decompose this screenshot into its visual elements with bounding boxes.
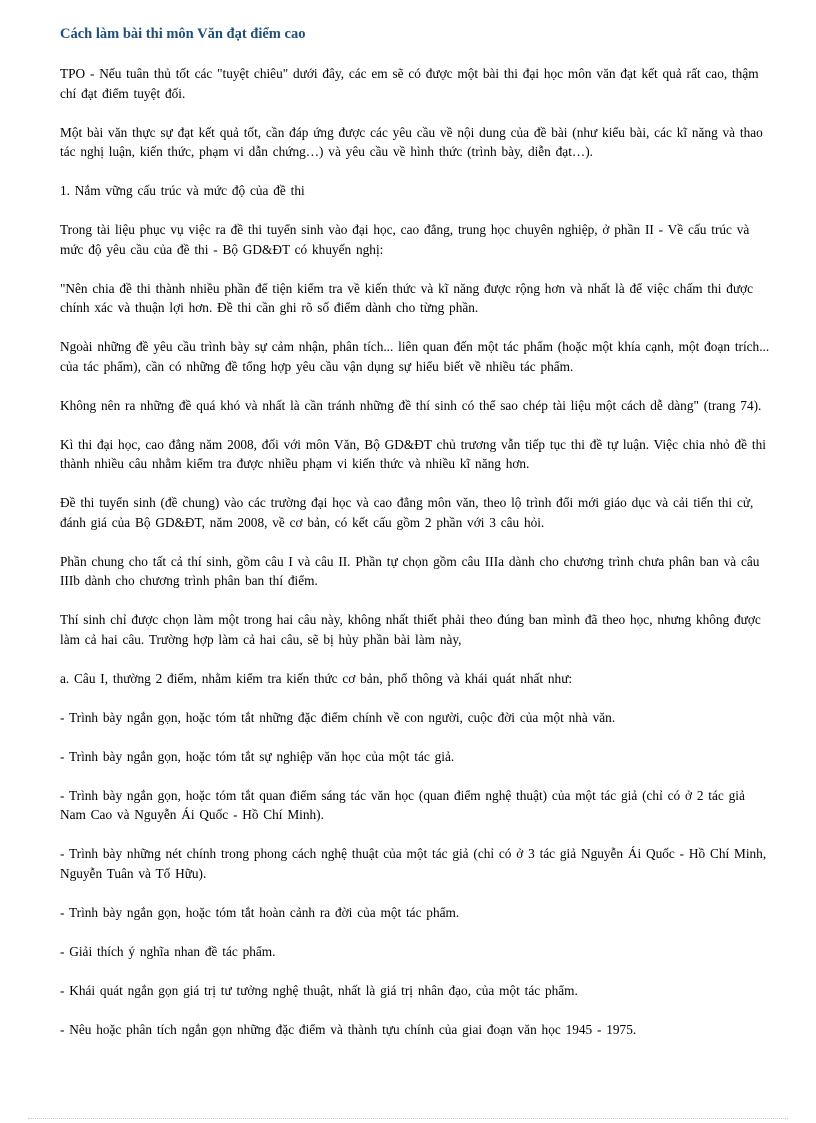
list-item: - Trình bày ngắn gọn, hoặc tóm tắt sự nghiệp văn học của một tác giả. [60,748,455,764]
quote-paragraph: Không nên ra những đề quá khó và nhất là cần tránh những đề thí sinh có thể sao chép tài liệu một cách dễ dàng" (trang 74). [60,397,762,413]
paragraph: Thí sinh chỉ được chọn làm một trong hai câu này, không nhất thiết phải theo đúng ban mình đã theo học, nhưng không được làm cả hai câu. Trường hợp làm cả hai câu, sẽ bị hủy phần bài làm này, [60,612,761,647]
paragraph: Phần chung cho tất cả thí sinh, gồm câu I và câu II. Phần tự chọn gồm câu IIIa dành cho chương trình chưa phân ban và câu IIIb dành cho chương trình phân ban thí điểm. [60,553,760,588]
intro-paragraph: TPO - Nếu tuân thủ tốt các "tuyệt chiêu" dưới đây, các em sẽ có được một bài thi đại học môn văn đạt kết quả rất cao, thậm chí đạt điểm tuyệt đối. [60,66,759,101]
article-title: Cách làm bài thi môn Văn đạt điểm cao [60,26,306,42]
paragraph: Một bài văn thực sự đạt kết quả tốt, cần đáp ứng được các yêu cầu về nội dung của đề bài (như kiểu bài, các kĩ năng và thao tác nghị luận, kiến thức, phạm vi dẫn chứng…) và yêu cầu về hình thức (trình bày, diễn đạt…). [60,124,763,159]
list-item: - Giải thích ý nghĩa nhan đề tác phẩm. [60,943,276,959]
paragraph: Đề thi tuyển sinh (đề chung) vào các trường đại học và cao đẳng môn văn, theo lộ trình đổi mới giáo dục và cải tiến thi cử, đánh giá của Bộ GD&ĐT, năm 2008, về cơ bản, có kết cấu gồm 2 phần với 3 câu hỏi. [60,495,754,530]
list-item: - Trình bày ngắn gọn, hoặc tóm tắt những đặc điểm chính về con người, cuộc đời của một nhà văn. [60,709,616,725]
subsection-heading: a. Câu I, thường 2 điểm, nhằm kiểm tra kiến thức cơ bản, phổ thông và khái quát nhất như: [60,670,573,686]
list-item: - Trình bày ngắn gọn, hoặc tóm tắt hoàn cảnh ra đời của một tác phẩm. [60,904,460,920]
page-bottom-divider [28,1118,788,1119]
list-item: - Trình bày những nét chính trong phong cách nghệ thuật của một tác giả (chỉ có ở 3 tác giả Nguyễn Ái Quốc - Hồ Chí Minh, Nguyễn Tuân và Tố Hữu). [60,846,767,881]
list-item: - Nêu hoặc phân tích ngắn gọn những đặc điểm và thành tựu chính của giai đoạn văn học 1945 - 1975. [60,1021,637,1037]
paragraph: Kì thi đại học, cao đẳng năm 2008, đối với môn Văn, Bộ GD&ĐT chủ trương vẫn tiếp tục thi đề tự luận. Việc chia nhỏ đề thi thành nhiều câu nhằm kiểm tra được nhiều phạm vi kiến thức và nhiều kĩ năng hơn. [60,436,766,471]
paragraph: Trong tài liệu phục vụ việc ra đề thi tuyển sinh vào đại học, cao đẳng, trung học chuyên nghiệp, ở phần II - Về cấu trúc và mức độ yêu cầu của đề thi - Bộ GD&ĐT có khuyến nghị: [60,222,750,257]
list-item: - Khái quát ngắn gọn giá trị tư tưởng nghệ thuật, nhất là giá trị nhân đạo, của một tác phẩm. [60,982,578,998]
quote-paragraph: "Nên chia đề thi thành nhiều phần để tiện kiểm tra về kiến thức và kĩ năng được rộng hơn và nhất là để việc chấm thi được chính xác và thuận lợi hơn. Đề thi cần ghi rõ số điểm dành cho từng phần. [60,280,754,315]
list-item: - Trình bày ngắn gọn, hoặc tóm tắt quan điểm sáng tác văn học (quan điểm nghệ thuật) của một tác giả (chỉ có ở 2 tác giả Nam Cao và Nguyễn Ái Quốc - Hồ Chí Minh). [60,787,745,822]
document-page [60,24,772,1059]
quote-paragraph: Ngoài những đề yêu cầu trình bày sự cảm nhận, phân tích... liên quan đến một tác phẩm (hoặc một khía cạnh, một đoạn trích... của tác phẩm), cần có những đề tổng hợp yêu cầu vận dụng sự hiểu biết về nhiều tác phẩm. [60,339,770,374]
section-heading: 1. Nắm vững cấu trúc và mức độ của đề thi [60,183,305,198]
